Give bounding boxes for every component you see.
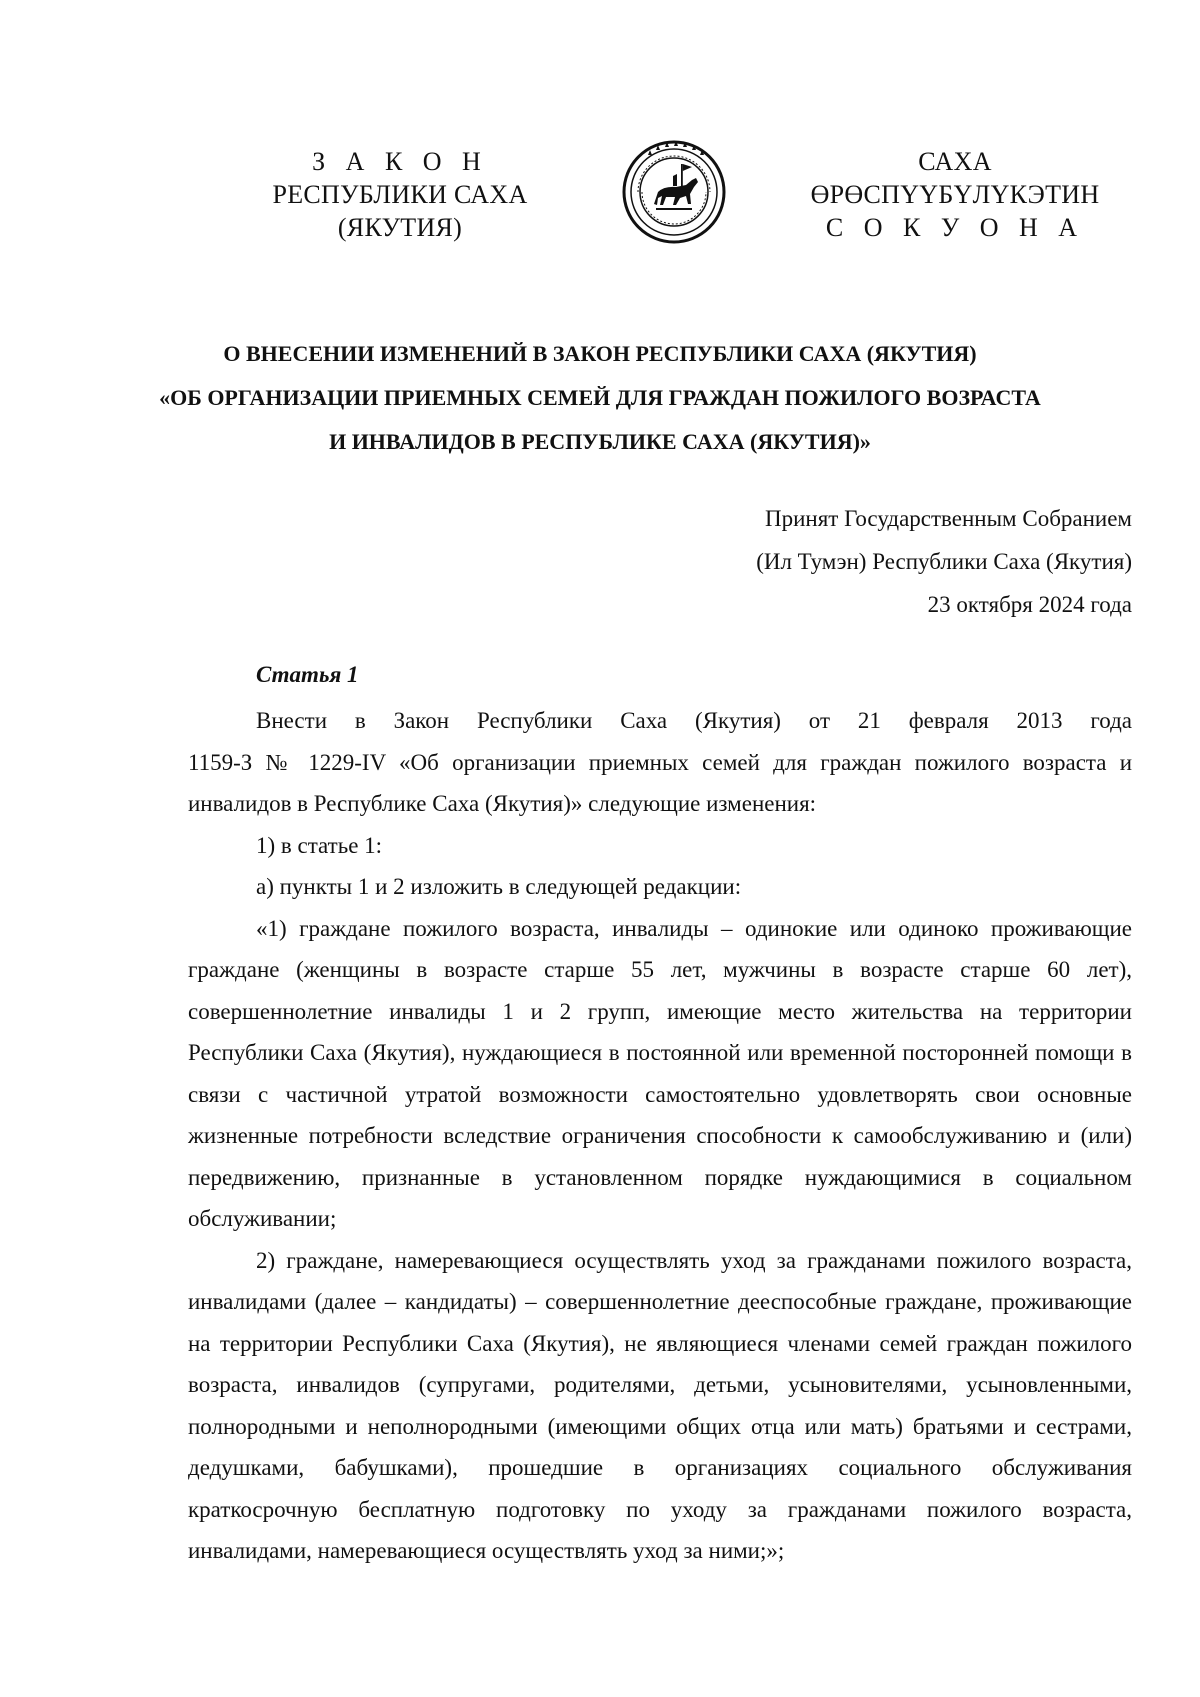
intro-word: от — [808, 708, 831, 733]
intro-word: 2013 — [1016, 708, 1063, 733]
header-left-republic: РЕСПУБЛИКИ САХА (ЯКУТИЯ) — [272, 180, 528, 242]
paragraph-2: 2) граждане, намеревающиеся осуществлять уход за гражданами пожилого возраста, инвалидами (далее – кандидаты) – совершеннолетние дееспособные граждане, проживающие на территории Республики Саха (Якутия), не являющиеся членами семей граждан пожилого возраста, инвалидов (супругами, родителями, детьми, усыновителями, усыновленными, полнородными и неполнородными (имеющими общих отца или мать) братьями и сестрами, дедушками, бабушками), прошедшие в организациях социального обслуживания краткосрочную бесплатную подготовку по уходу за гражданами пожилого возраста, инвалидами, намеревающиеся осуществлять уход за ними;»; — [188, 1247, 1132, 1563]
paragraph-1: «1) граждане пожилого возраста, инвалиды – одинокие или одиноко проживающие граждане (женщины в возрасте старше 55 лет, мужчины в возрасте старше 60 лет), совершеннолетние инвалиды 1 и 2 групп, имеющие место жительства на территории Республики Саха (Якутия), нуждающиеся в постоянной или временной посторонней помощи в связи с частичной утратой возможности самостоятельно удовлетворять свои основные жизненные потребности вследствие ограничения способности к самообслуживанию и (или) передвижению, признанные в установленном порядке нуждающимися в социальном обслуживании; — [188, 915, 1132, 1231]
adoption-date: 23 октября 2024 года — [927, 592, 1132, 617]
adoption-line-2: (Ил Тумэн) Республики Саха (Якутия) — [756, 549, 1132, 574]
law-title-line-1: О ВНЕСЕНИИ ИЗМЕНЕНИЙ В ЗАКОН РЕСПУБЛИКИ САХА (ЯКУТИЯ) — [223, 341, 977, 366]
law-title — [150, 332, 1050, 464]
intro-word: в — [354, 708, 366, 733]
intro-word: Внести — [256, 708, 327, 733]
intro-word: Саха — [620, 708, 668, 733]
law-title-line-2: «ОБ ОРГАНИЗАЦИИ ПРИЕМНЫХ СЕМЕЙ ДЛЯ ГРАЖДАН ПОЖИЛОГО ВОЗРАСТА — [159, 385, 1041, 410]
coat-of-arms-icon — [620, 138, 728, 246]
adoption-block — [756, 497, 1132, 626]
header-left — [215, 145, 585, 244]
header-right-republic: САХА ӨРӨСПҮҮБҮЛҮКЭТИН — [810, 147, 1100, 209]
intro-word: 21 — [857, 708, 881, 733]
intro-word: Республики — [476, 708, 593, 733]
header-right-law: С О К У О Н А — [825, 213, 1085, 242]
article-body — [188, 700, 1132, 1572]
intro-word: (Якутия) — [695, 708, 781, 733]
article-intro-rest: 1159-З № 1229-IV «Об организации приемных семей для граждан пожилого возраста и инвалидов в Республике Саха (Якутия)» следующие изменения: — [188, 749, 1132, 816]
header-left-law: З А К О Н — [312, 147, 488, 176]
intro-word: февраля — [908, 708, 989, 733]
law-title-line-3: И ИНВАЛИДОВ В РЕСПУБЛИКЕ САХА (ЯКУТИЯ)» — [329, 429, 871, 454]
item-a: а) пункты 1 и 2 изложить в следующей редакции: — [256, 874, 742, 899]
article-heading: Статья 1 — [256, 662, 359, 687]
intro-word: Закон — [393, 708, 450, 733]
intro-word: года — [1090, 708, 1132, 733]
header-right — [780, 145, 1130, 244]
item-1: 1) в статье 1: — [256, 832, 383, 858]
adoption-line-1: Принят Государственным Собранием — [764, 506, 1132, 531]
article-intro-first-line — [188, 700, 1132, 742]
